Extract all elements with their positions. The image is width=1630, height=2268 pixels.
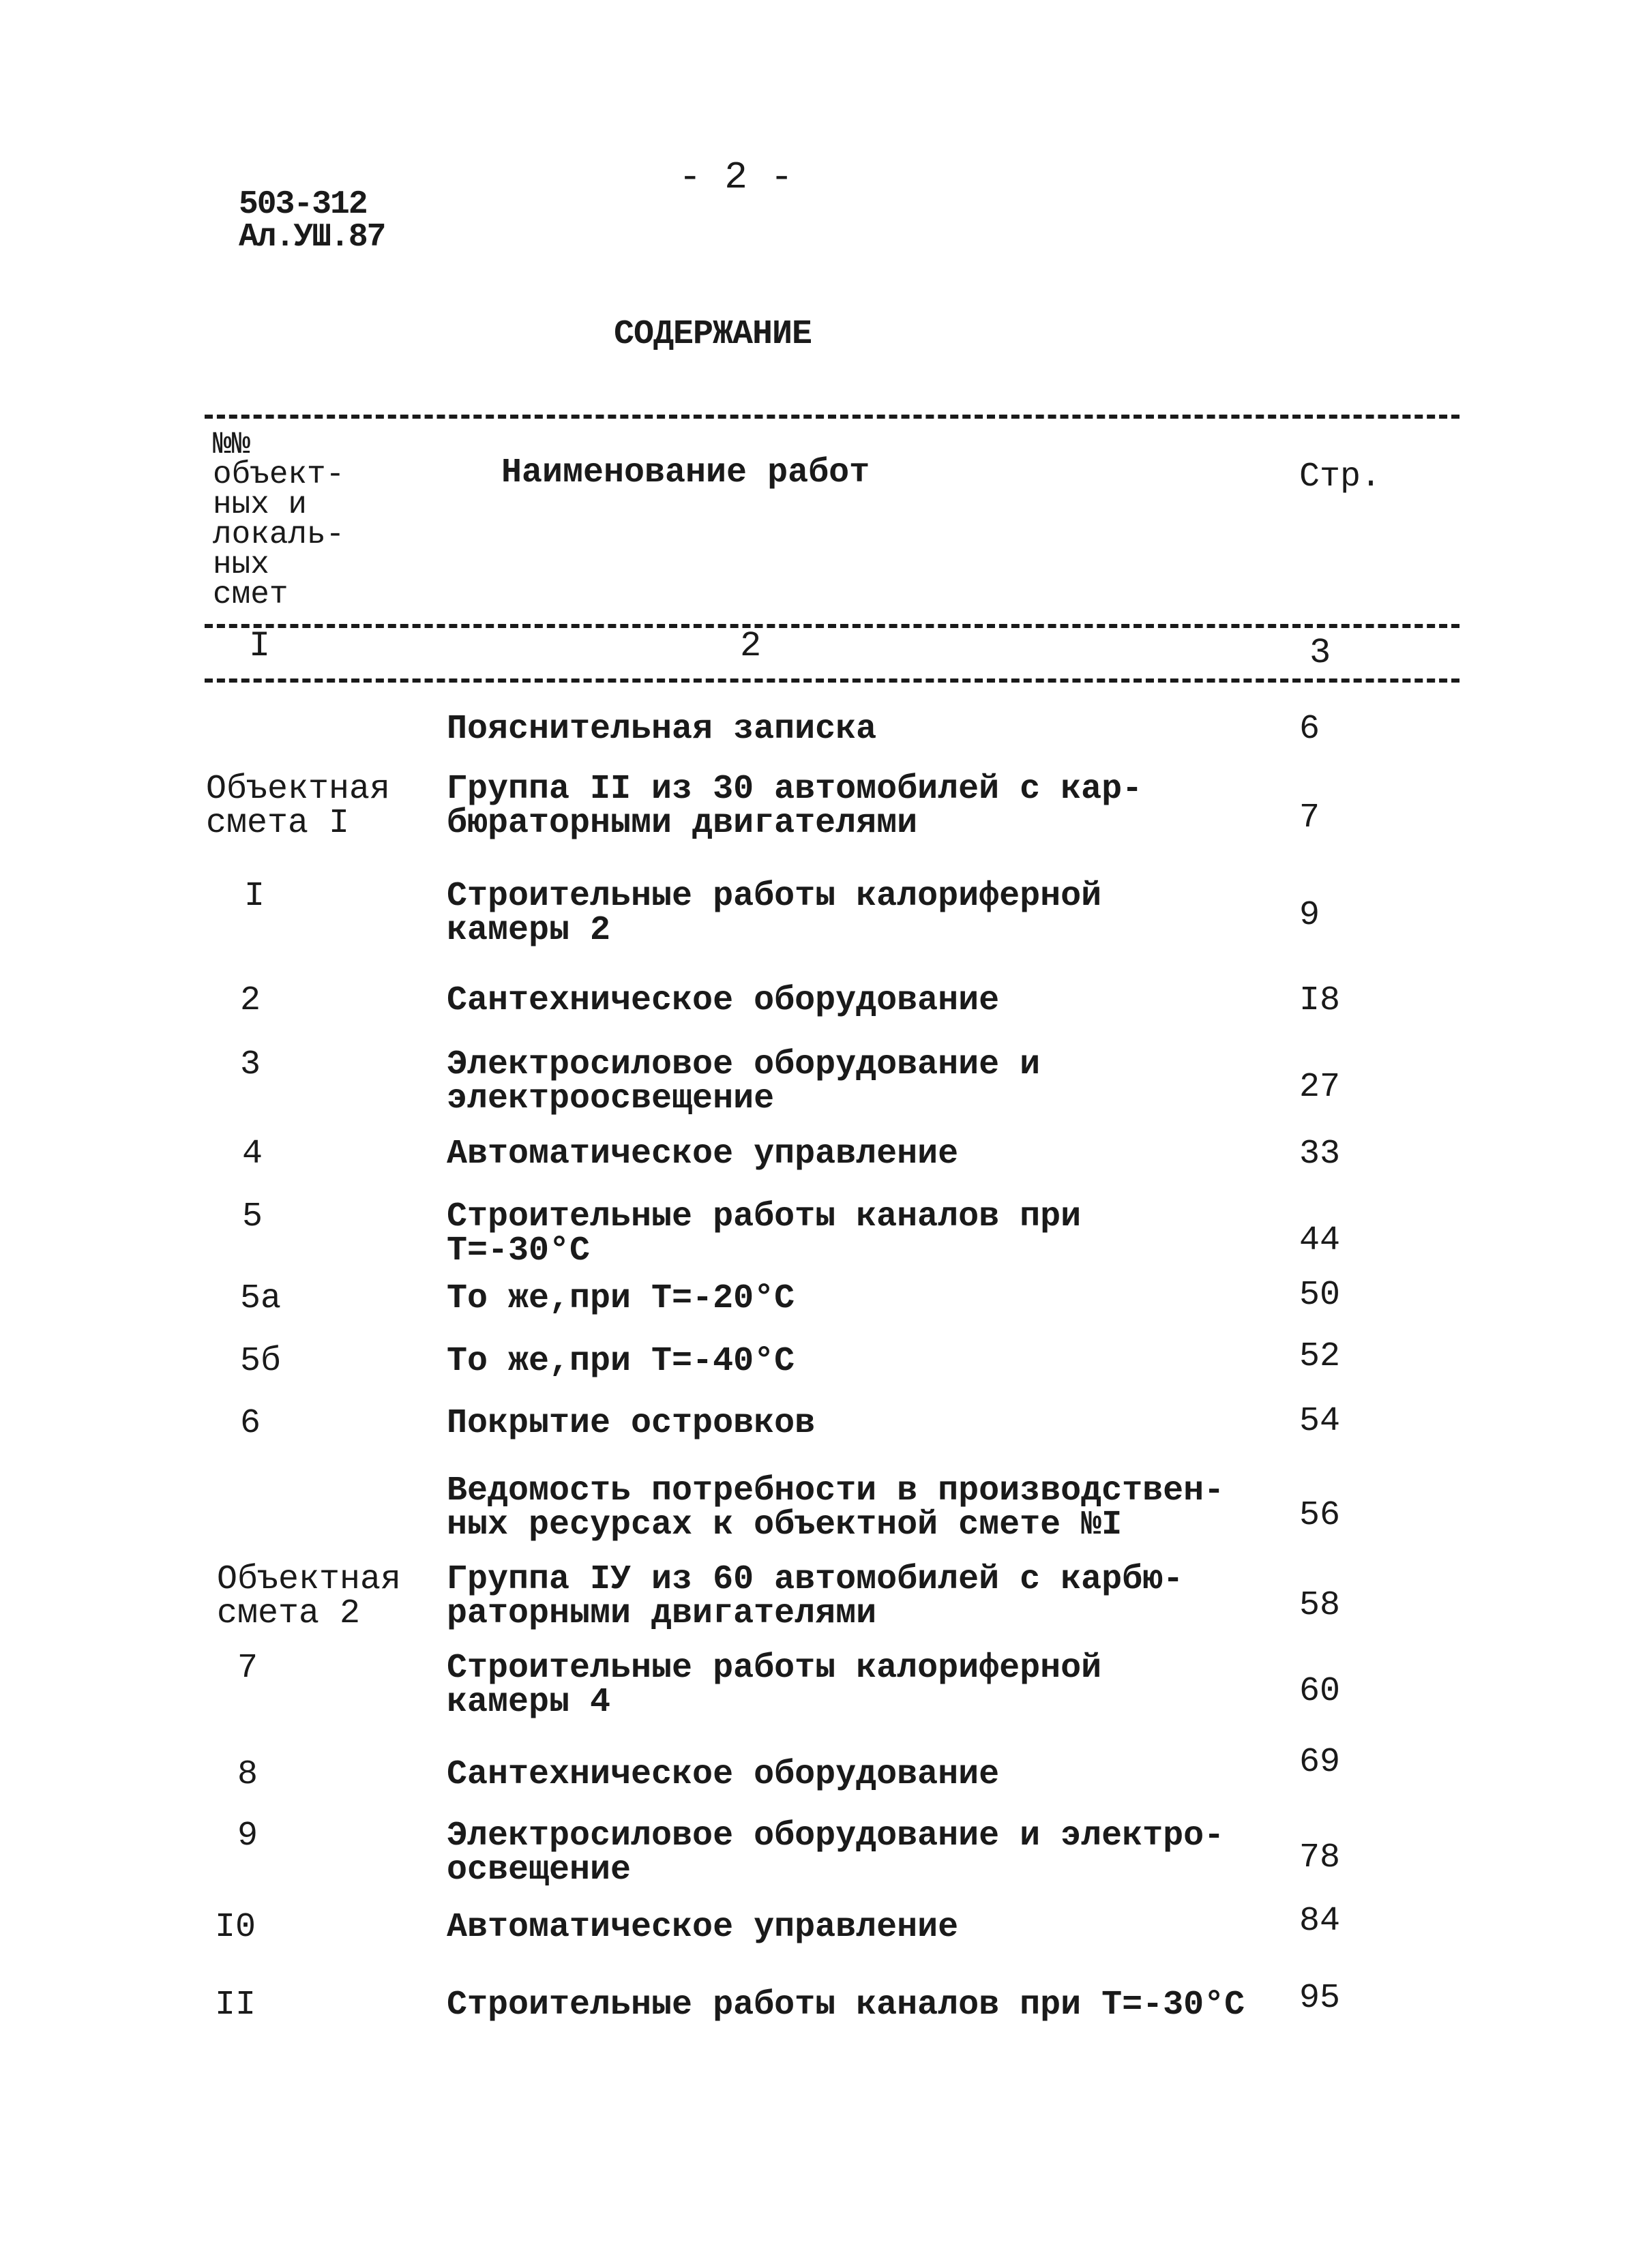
row-estimate-number xyxy=(215,1908,256,1947)
row-work-name xyxy=(447,710,877,749)
row-estimate-number xyxy=(240,1404,261,1443)
table-top-rule xyxy=(205,415,1459,419)
row-work-name-line: Электросиловое оборудование и электро- xyxy=(447,1817,1225,1855)
row-work-name-line: камеры 4 xyxy=(447,1683,611,1722)
row-estimate-number xyxy=(242,1137,263,1172)
row-work-name xyxy=(447,1755,1000,1794)
row-work-name-line: То же,при Т=-40°С xyxy=(447,1342,795,1381)
column-number-1: I xyxy=(249,626,271,666)
page-title: СОДЕРЖАНИЕ xyxy=(614,315,812,354)
row-page-number: 84 xyxy=(1299,1902,1341,1941)
row-page-number: 60 xyxy=(1299,1672,1341,1711)
row-page-number: 9 xyxy=(1299,896,1320,935)
column-header-page: Стр. xyxy=(1299,458,1382,496)
row-work-name xyxy=(447,1908,959,1947)
row-page-number: 78 xyxy=(1299,1838,1341,1877)
row-estimate-number-line: I0 xyxy=(215,1908,256,1947)
row-page-number: I8 xyxy=(1299,981,1341,1020)
row-work-name xyxy=(447,1988,1245,2023)
row-page-number: 27 xyxy=(1299,1068,1341,1107)
row-work-name-line: То же,при Т=-20°С xyxy=(447,1279,795,1318)
row-estimate-number-line: смета I xyxy=(206,804,350,843)
row-page-number: 7 xyxy=(1299,799,1320,837)
row-work-name-line: ных ресурсах к объектной смете №I xyxy=(447,1506,1123,1545)
document-code xyxy=(239,188,385,254)
row-page-number: 56 xyxy=(1299,1496,1341,1535)
column-number-2: 2 xyxy=(740,626,762,666)
row-page-number: 50 xyxy=(1299,1276,1341,1315)
row-estimate-number-line: II xyxy=(215,1986,256,2025)
row-estimate-number-line: 7 xyxy=(237,1649,258,1688)
row-estimate-number-line: 2 xyxy=(240,981,261,1020)
page-number: - 2 - xyxy=(679,155,794,199)
row-page-number: 69 xyxy=(1299,1743,1341,1782)
row-work-name-line: Строительные работы каналов при xyxy=(447,1197,1082,1236)
row-work-name-line: Электросиловое оборудование и xyxy=(447,1045,1041,1084)
row-estimate-number xyxy=(215,1988,256,2023)
row-page-number: 52 xyxy=(1299,1337,1341,1376)
row-work-name-line: камеры 2 xyxy=(447,911,611,950)
header-line: смет xyxy=(213,577,288,612)
row-work-name-line: Ведомость потребности в производствен- xyxy=(447,1472,1225,1510)
row-work-name xyxy=(447,1404,816,1443)
row-estimate-number-line: 5б xyxy=(240,1342,282,1381)
row-work-name xyxy=(447,1045,1041,1118)
row-estimate-number-line: 9 xyxy=(237,1817,258,1855)
column-header-work-name: Наименование работ xyxy=(501,453,870,492)
row-estimate-number-line: I xyxy=(244,877,265,916)
row-work-name xyxy=(447,1279,795,1318)
row-page-number: 95 xyxy=(1299,1979,1341,2018)
row-work-name xyxy=(447,1649,1102,1722)
row-work-name-line: Пояснительная записка xyxy=(447,710,877,749)
row-estimate-number xyxy=(237,1649,258,1688)
row-work-name-line: Т=-30°С xyxy=(447,1232,591,1270)
row-work-name xyxy=(447,877,1102,950)
row-estimate-number-line: смета 2 xyxy=(217,1594,361,1633)
header-line: объект- xyxy=(213,457,345,492)
header-line: ных и xyxy=(213,487,308,522)
row-page-number: 54 xyxy=(1299,1402,1341,1441)
row-work-name xyxy=(447,981,1000,1020)
document-code-line2: Ал.УШ.87 xyxy=(239,219,385,256)
row-work-name-line: Автоматическое управление xyxy=(447,1135,959,1174)
row-estimate-number-line: 3 xyxy=(240,1045,261,1084)
row-estimate-number xyxy=(206,770,391,843)
row-page-number: 6 xyxy=(1299,710,1320,749)
row-page-number: 44 xyxy=(1299,1221,1341,1260)
row-work-name-line: Сантехническое оборудование xyxy=(447,981,1000,1020)
row-work-name xyxy=(447,1342,795,1381)
header-line: ных xyxy=(213,547,269,582)
row-work-name xyxy=(447,770,1143,843)
row-estimate-number-line: 5 xyxy=(242,1197,263,1236)
row-estimate-number xyxy=(240,1045,261,1084)
row-estimate-number-line: Объектная xyxy=(217,1560,402,1599)
row-estimate-number xyxy=(240,1279,282,1318)
row-work-name xyxy=(447,1560,1184,1633)
row-estimate-number xyxy=(217,1560,402,1633)
column-number-rule xyxy=(205,678,1459,683)
row-work-name-line: освещение xyxy=(447,1851,632,1890)
row-work-name-line: Строительные работы калориферной xyxy=(447,877,1102,916)
row-page-number: 58 xyxy=(1299,1586,1341,1625)
row-work-name-line: Строительные работы калориферной xyxy=(447,1649,1102,1688)
row-work-name-line: электроосвещение xyxy=(447,1079,775,1118)
row-estimate-number-line: 4 xyxy=(242,1135,263,1174)
row-work-name-line: Группа II из 30 автомобилей с кар- xyxy=(447,770,1143,809)
row-work-name xyxy=(447,1197,1082,1270)
header-line: №№ xyxy=(213,427,251,462)
row-work-name-line: Сантехническое оборудование xyxy=(447,1755,1000,1794)
row-estimate-number xyxy=(244,877,265,916)
row-work-name-line: раторными двигателями xyxy=(447,1594,877,1633)
row-estimate-number xyxy=(242,1197,263,1236)
row-page-number: 33 xyxy=(1299,1135,1341,1174)
row-work-name-line: Строительные работы каналов при Т=-30°С xyxy=(447,1986,1245,2025)
row-work-name-line: Покрытие островков xyxy=(447,1404,816,1443)
row-work-name-line: Автоматическое управление xyxy=(447,1908,959,1947)
row-work-name-line: Группа IУ из 60 автомобилей с карбю- xyxy=(447,1560,1184,1599)
row-work-name-line: бюраторными двигателями xyxy=(447,804,918,843)
row-work-name xyxy=(447,1817,1225,1890)
row-estimate-number xyxy=(237,1755,258,1794)
row-estimate-number-line: 8 xyxy=(237,1755,258,1794)
row-estimate-number-line: 5а xyxy=(240,1279,282,1318)
row-estimate-number xyxy=(240,981,261,1020)
row-estimate-number xyxy=(237,1819,258,1853)
document-code-line1: 503-312 xyxy=(239,186,367,223)
column-number-3: 3 xyxy=(1309,633,1331,673)
row-estimate-number-line: 6 xyxy=(240,1404,261,1443)
row-estimate-number-line: Объектная xyxy=(206,770,391,809)
header-line: локаль- xyxy=(213,517,345,552)
column-header-estimate-number xyxy=(213,427,345,612)
row-estimate-number xyxy=(240,1342,282,1381)
row-work-name xyxy=(447,1137,958,1172)
header-rule xyxy=(205,624,1459,628)
row-work-name xyxy=(447,1472,1225,1545)
